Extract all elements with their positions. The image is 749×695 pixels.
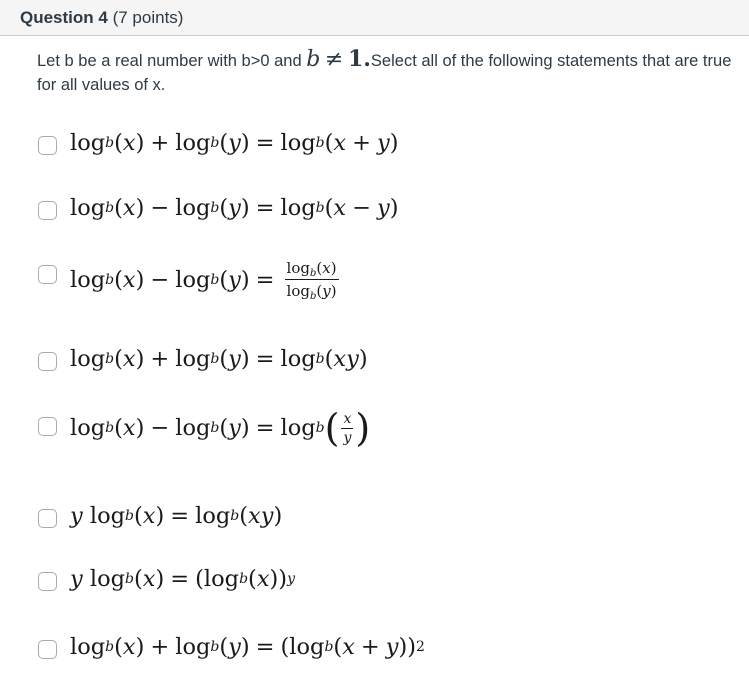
prompt-math-b: b (306, 47, 321, 72)
answer-math-5: log b ( x ) − log b ( y ) = log b ( $\frac{x}{y}$ ) (70, 406, 371, 450)
prompt-math-one: 1. (347, 46, 371, 72)
answer-math-6: y log b ( x ) = log b ( xy ) (70, 503, 283, 529)
answer-math-7: y log b ( x ) = (log b ( x )) y (70, 566, 295, 592)
answer-checkbox-7[interactable] (38, 572, 57, 591)
answer-checkbox-4[interactable] (38, 352, 57, 371)
answer-math-4: log b ( x ) + log b ( y ) = log b ( xy ) (70, 346, 368, 372)
answer-math-3: log b ( x ) − log b ( y ) = $\frac{\log_b(x)}{\log_b(y)}$ (70, 259, 337, 302)
question-points: (7 points) (112, 8, 184, 27)
answer-checkbox-3[interactable] (38, 265, 57, 284)
question-header (0, 0, 749, 36)
answer-checkbox-1[interactable] (38, 136, 57, 155)
question-prompt (37, 47, 747, 97)
answer-math-8: log b ( x ) + log b ( y ) = (log b ( x + y )) 2 (70, 634, 425, 660)
answer-math-1: log b ( x ) + log b ( y ) = log b ( x + y ) (70, 130, 399, 156)
answer-checkbox-6[interactable] (38, 509, 57, 528)
answer-checkbox-2[interactable] (38, 201, 57, 220)
prompt-math-ne: ≠ (324, 47, 344, 72)
question-number: Question 4 (20, 8, 108, 27)
answer-checkbox-8[interactable] (38, 640, 57, 659)
prompt-text-1: Let b be a real number with b>0 and (37, 52, 307, 70)
answer-checkbox-5[interactable] (38, 417, 57, 436)
prompt-text-2: Select all of the following statements that are true for all values of x. (37, 52, 732, 94)
question-title (20, 8, 183, 28)
answer-math-2: log b ( x ) − log b ( y ) = log b ( x − y ) (70, 195, 399, 221)
